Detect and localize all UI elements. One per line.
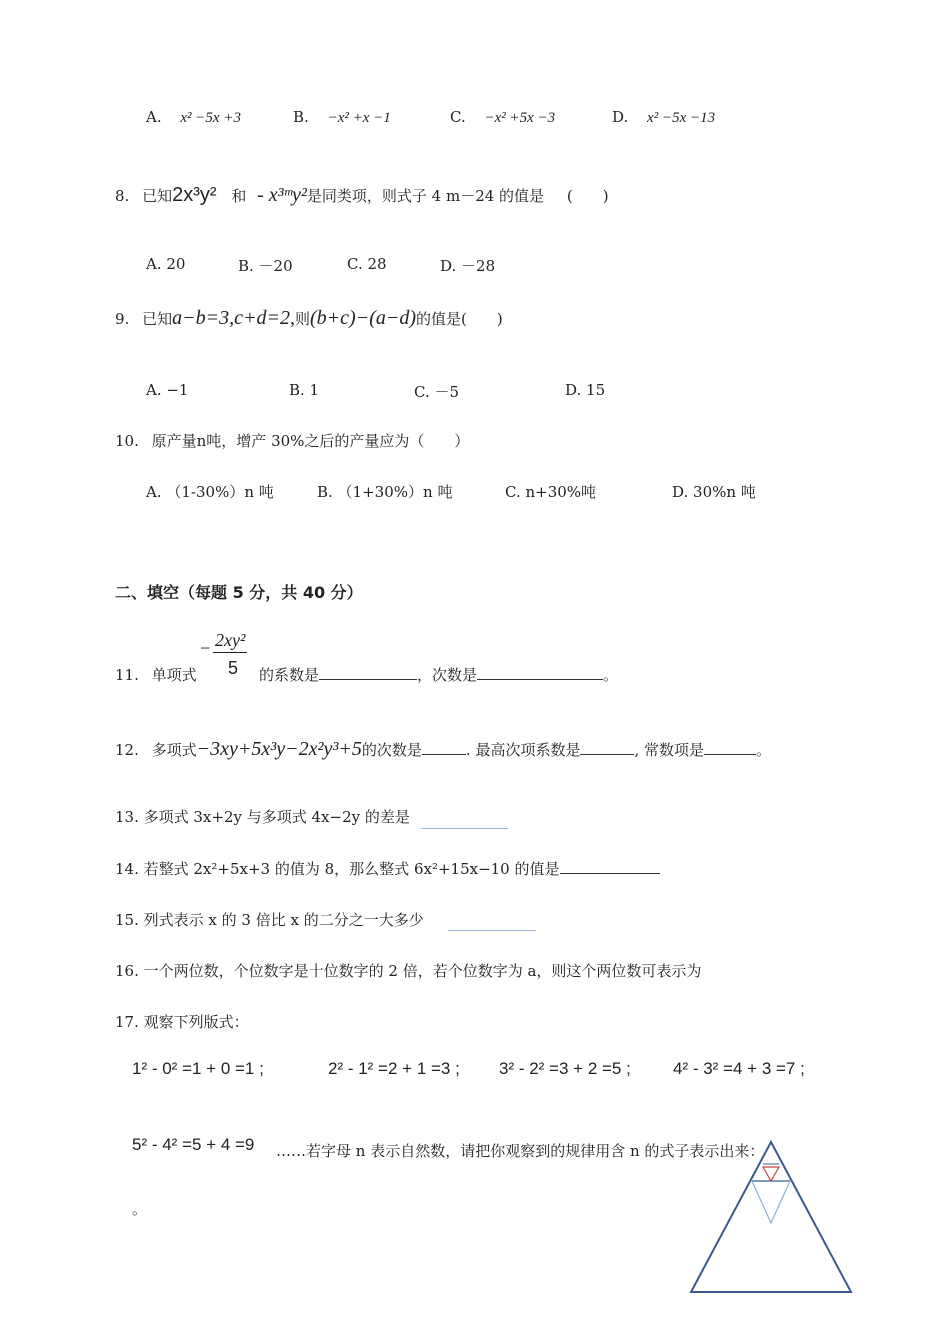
q12-blank-degree[interactable] (422, 740, 466, 755)
question-10: 10. 原产量n吨，增产 30%之后的产量应为（ ） (115, 432, 470, 450)
q17-equation-2: 2² - 1² =2 + 1 =3 ; (328, 1059, 460, 1078)
q7-option-c: C. −x² +5x −3 (450, 108, 556, 126)
nested-triangle-figure (688, 1140, 854, 1296)
q14-answer-blank[interactable] (560, 859, 660, 874)
q8-option-a: A. 20 (146, 255, 186, 273)
question-9: 9. 已知a−b=3,c+d=2,则(b+c)−(a−d)的值是( ) (115, 307, 503, 329)
section-2-heading: 二、填空（每题 5 分，共 40 分） (115, 583, 363, 602)
q17-equation-1: 1² - 0² =1 + 0 =1 ; (132, 1059, 264, 1078)
q9-option-d: D. 15 (565, 381, 606, 399)
q12-blank-constant[interactable] (704, 740, 756, 755)
q9-option-a: A. −1 (146, 381, 189, 399)
q17-equation-4: 4² - 3² =4 + 3 =7 ; (673, 1059, 805, 1078)
q7-option-a: A. x² −5x +3 (146, 108, 241, 126)
q11-label: 11. 单项式 (115, 666, 197, 684)
q15-answer-blank[interactable] (448, 929, 536, 931)
q11-numerator: 2xy² (213, 630, 247, 653)
q17-continuation: ……若字母 n 表示自然数，请把你观察到的规律用含 n 的式子表示出来： (276, 1142, 765, 1160)
q8-option-c: C. 28 (347, 255, 387, 273)
q13-answer-blank[interactable] (421, 827, 508, 829)
question-8: 8. 已知2x³y² 和 - x³ᵐy²是同类项，则式子 4 m－24 的值是 ( ) (115, 184, 609, 206)
question-13: 13. 多项式 3x+2y 与多项式 4x−2y 的差是 (115, 808, 410, 826)
q17-equation-5: 5² - 4² =5 + 4 =9 (132, 1135, 255, 1154)
q11-blank-degree[interactable] (477, 665, 603, 680)
q11-denominator: 5 (228, 658, 239, 678)
q17-end-mark: 。 (132, 1200, 148, 1218)
q10-option-c: C. n+30%吨 (505, 483, 597, 501)
question-12: 12. 多项式−3xy+5x³y−2x²y³+5的次数是 . 最高次项系数是 , 常数项是 。 (115, 738, 772, 760)
q7-option-b: B. −x² +x −1 (293, 108, 391, 126)
q8-option-d: D. －28 (440, 257, 496, 275)
question-17: 17. 观察下列版式： (115, 1013, 249, 1031)
q8-option-b: B. －20 (238, 257, 293, 275)
q10-option-a: A. （1-30%）n 吨 (146, 483, 274, 501)
q9-option-b: B. 1 (289, 381, 320, 399)
q11-body: 的系数是 ，次数是 。 (259, 666, 619, 684)
q11-minus: − (199, 638, 212, 658)
q7-option-d: D. x² −5x −13 (612, 108, 716, 126)
q9-option-c: C. －5 (414, 383, 460, 401)
q17-equation-3: 3² - 2² =3 + 2 =5 ; (499, 1059, 631, 1078)
question-16: 16. 一个两位数，个位数字是十位数字的 2 倍，若个位数字为 a，则这个两位数可表示为 (115, 962, 702, 980)
q12-blank-coefficient[interactable] (580, 740, 634, 755)
small-red-triangle (763, 1167, 779, 1181)
question-14: 14. 若整式 2x²+5x+3 的值为 8，那么整式 6x²+15x−10 的值是 (115, 858, 660, 879)
q10-option-b: B. （1+30%）n 吨 (317, 483, 453, 501)
question-15: 15. 列式表示 x 的 3 倍比 x 的二分之一大多少 (115, 911, 424, 929)
inner-inverted-triangle (752, 1181, 790, 1223)
q10-option-d: D. 30%n 吨 (672, 483, 756, 501)
q11-blank-coefficient[interactable] (319, 665, 417, 680)
